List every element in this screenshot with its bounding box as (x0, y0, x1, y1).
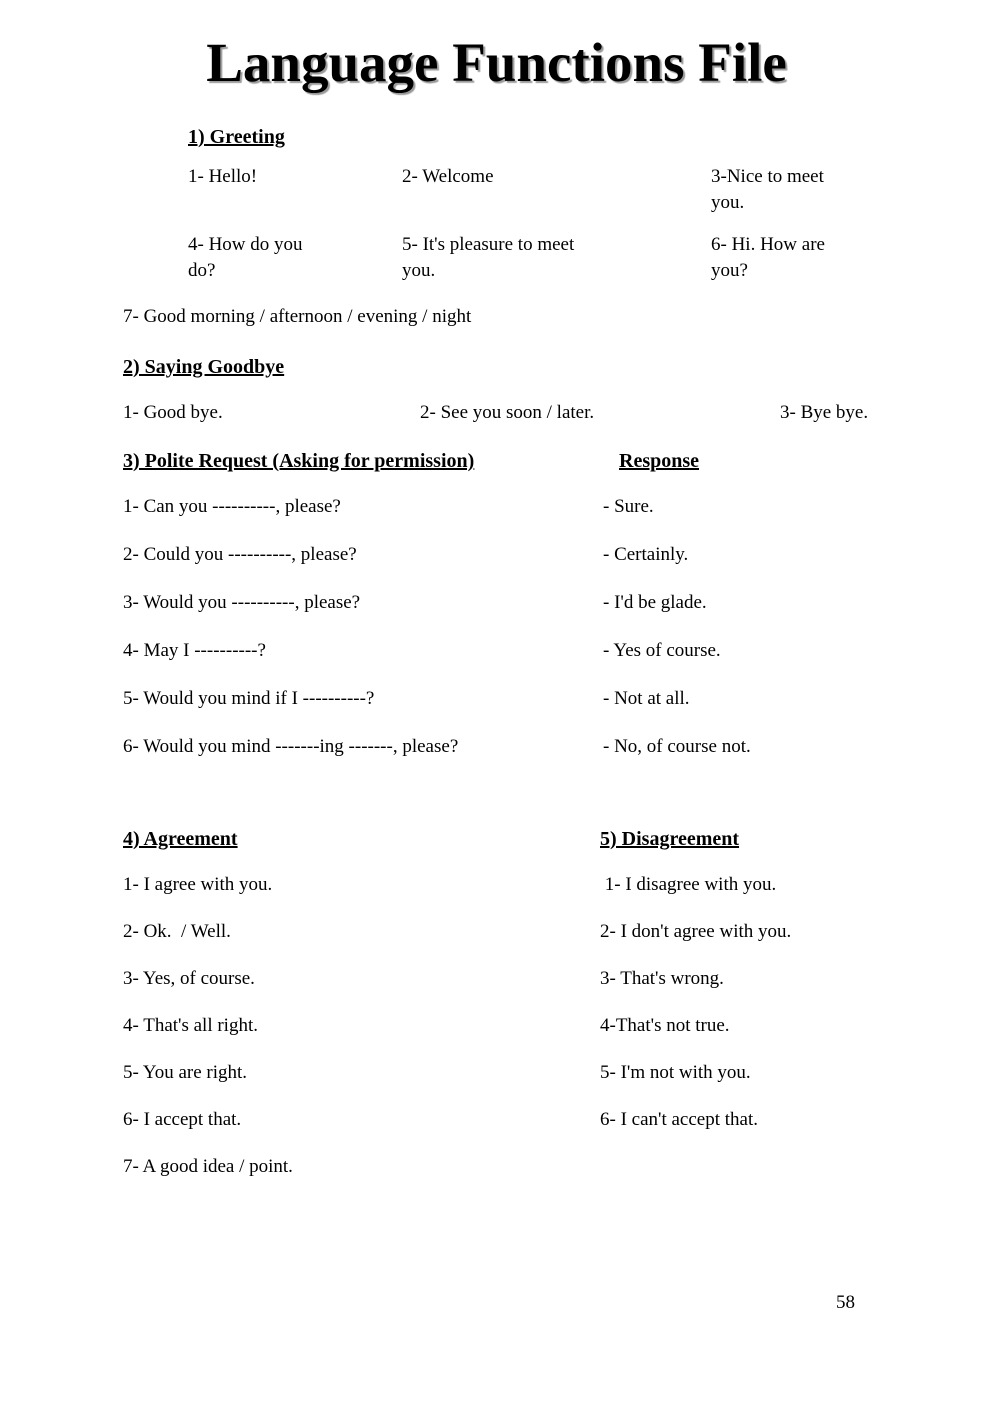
request-item: 2- Could you ----------, please? (123, 544, 357, 565)
agreement-row (123, 1107, 913, 1133)
request-item: 5- Would you mind if I ----------? (123, 688, 375, 709)
agreement-row (123, 1013, 913, 1039)
greeting-item: 5- It's pleasure to meet you. (402, 234, 580, 281)
greeting-item: 3-Nice to meet you. (711, 166, 829, 213)
section-heading-row (123, 826, 913, 852)
section-heading-greeting: 1) Greeting (188, 126, 285, 148)
disagreement-item: 1- I disagree with you. (600, 874, 777, 895)
agreement-item: 5- You are right. (123, 1062, 248, 1083)
request-item: 6- Would you mind -------ing -------, please? (123, 736, 459, 757)
page-number: 58 (836, 1292, 855, 1313)
greeting-item: 7- Good morning / afternoon / evening / night (123, 306, 472, 327)
response-item: - I'd be glade. (603, 592, 707, 613)
agreement-row (123, 1060, 913, 1086)
document-title: Language Functions File (206, 32, 787, 93)
disagreement-item: 5- I'm not with you. (600, 1062, 751, 1083)
response-item: - Not at all. (603, 688, 690, 709)
response-item: - No, of course not. (603, 736, 751, 757)
greeting-item: 1- Hello! (188, 166, 258, 187)
disagreement-item: 3- That's wrong. (600, 968, 724, 989)
section-heading-goodbye: 2) Saying Goodbye (123, 356, 285, 378)
agreement-item: 2- Ok. / Well. (123, 921, 231, 942)
greeting-item: 6- Hi. How are you? (711, 234, 830, 281)
agreement-item: 1- I agree with you. (123, 874, 273, 895)
request-response-row (123, 638, 913, 664)
greeting-item: 2- Welcome (402, 166, 494, 187)
agreement-item: 6- I accept that. (123, 1109, 242, 1130)
goodbye-item: 1- Good bye. (123, 402, 223, 423)
goodbye-item: 3- Bye bye. (780, 402, 869, 423)
response-item: - Yes of course. (603, 640, 721, 661)
section-heading-agreement: 4) Agreement (123, 828, 238, 850)
disagreement-item: 6- I can't accept that. (600, 1109, 758, 1130)
request-item: 4- May I ----------? (123, 640, 266, 661)
section-heading-disagreement: 5) Disagreement (600, 828, 740, 850)
disagreement-item (600, 1154, 913, 1180)
agreement-row (123, 872, 913, 898)
request-response-row (123, 542, 913, 568)
document-content (0, 124, 993, 1180)
response-item: - Sure. (603, 496, 654, 517)
greeting-item: 4- How do you do? (188, 234, 308, 281)
request-item: 3- Would you ----------, please? (123, 592, 361, 613)
request-item: 1- Can you ----------, please? (123, 496, 341, 517)
request-response-row (123, 686, 913, 712)
goodbye-row (123, 400, 913, 426)
agreement-item: 7- A good idea / point. (123, 1156, 293, 1177)
agreement-row (123, 919, 913, 945)
request-response-row (123, 590, 913, 616)
section-greeting (188, 124, 913, 284)
goodbye-item: 2- See you soon / later. (420, 402, 595, 423)
agreement-row (123, 1154, 913, 1180)
section-heading-row (123, 448, 913, 474)
section-heading-polite-request: 3) Polite Request (Asking for permission) (123, 450, 475, 472)
response-item: - Certainly. (603, 544, 689, 565)
disagreement-item: 2- I don't agree with you. (600, 921, 792, 942)
agreement-row (123, 966, 913, 992)
agreement-item: 4- That's all right. (123, 1015, 258, 1036)
request-response-row (123, 494, 913, 520)
section-heading-response: Response (619, 450, 700, 472)
agreement-item: 3- Yes, of course. (123, 968, 255, 989)
greeting-grid (188, 164, 913, 284)
request-response-row (123, 734, 913, 760)
disagreement-item: 4-That's not true. (600, 1015, 730, 1036)
